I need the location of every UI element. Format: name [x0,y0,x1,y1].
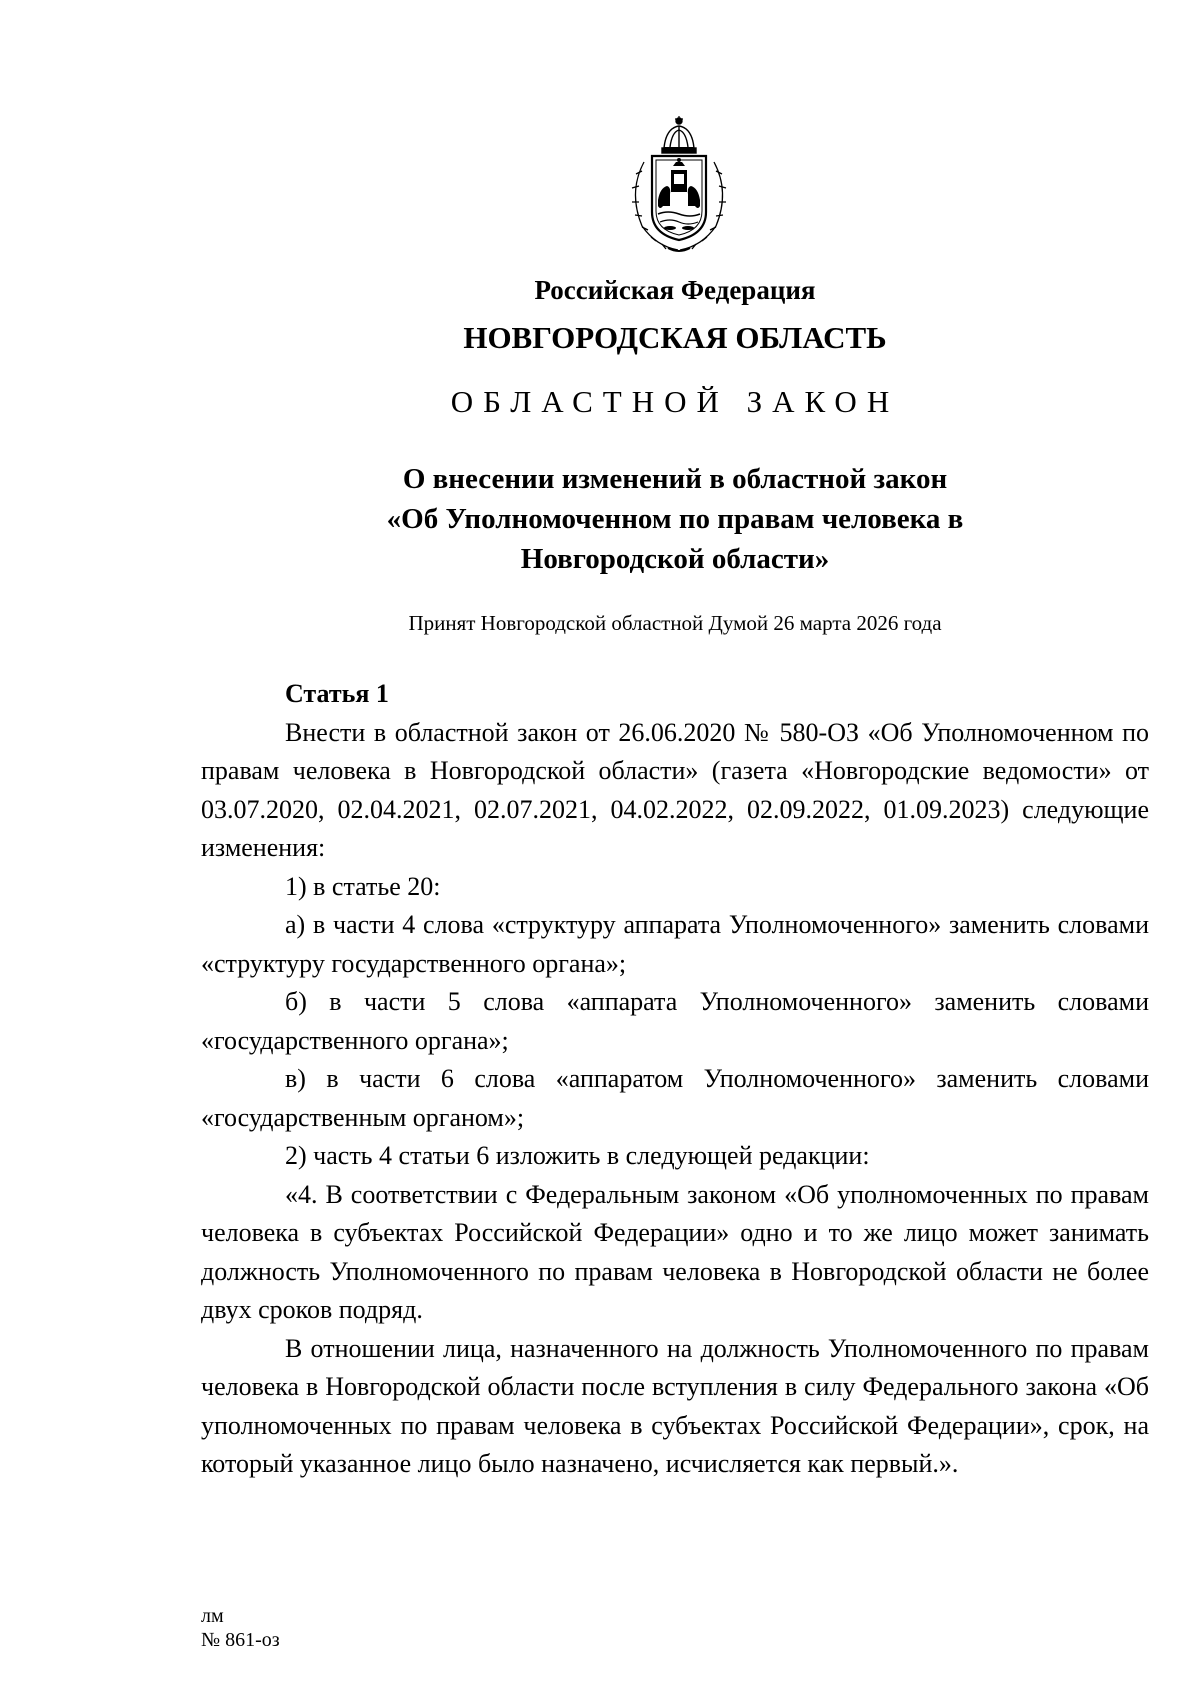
article-paragraph: в) в части 6 слова «аппаратом Уполномоченного» заменить словами «государственным органом»; [201,1064,1149,1132]
law-title [200,459,1150,579]
law-title-line: Новгородской области» [520,543,830,575]
article-paragraph: б) в части 5 слова «аппарата Уполномоченного» заменить словами «государственного органа»; [201,987,1149,1055]
novgorod-coat-of-arms-icon [620,114,738,256]
article-heading: Статья 1 [285,679,389,708]
country-name: Российская Федерация [534,275,816,305]
law-title-line: «Об Уполномоченном по правам человека в [386,503,964,535]
footer-initials: лм [201,1605,224,1627]
law-title-line: О внесении изменений в областной закон [402,463,948,495]
document-type: ОБЛАСТНОЙ ЗАКОН [450,384,900,419]
article-paragraph: 1) в статье 20: [285,871,441,901]
article-paragraph: В отношении лица, назначенного на должность Уполномоченного по правам человека в Новгородской области после вступления в силу Федерального закона «Об уполномоченных по правам человека в субъектах Российской Федерации», срок, на который указанное лицо было назначено, исчисляется как первый.». [201,1333,1149,1478]
article-paragraph: «4. В соответствии с Федеральным законом «Об уполномоченных по правам человека в субъектах Российской Федерации» одно и то же лицо может занимать должность Уполномоченного по правам человека в Новгородской области не более двух сроков подряд. [201,1179,1149,1324]
region-name: НОВГОРОДСКАЯ ОБЛАСТЬ [463,320,887,355]
footer-note [201,1604,280,1652]
article-paragraph: 2) часть 4 статьи 6 изложить в следующей редакции: [285,1141,870,1170]
adoption-note: Принят Новгородской областной Думой 26 марта 2026 года [408,611,942,635]
article-paragraph: а) в части 4 слова «структуру аппарата Уполномоченного» заменить словами «структуру государственного органа»; [201,910,1149,978]
article-paragraph: Внести в областной закон от 26.06.2020 № 580-ОЗ «Об Уполномоченном по правам человека в Новгородской области» (газета «Новгородские ведомости» от 03.07.2020, 02.04.2021, 02.07.2021, 04.02.2022, 02.09.2022, 01.09.2023) следующие изменения: [201,717,1149,862]
law-number: № 861-оз [201,1629,280,1651]
article-body [201,675,1149,1484]
